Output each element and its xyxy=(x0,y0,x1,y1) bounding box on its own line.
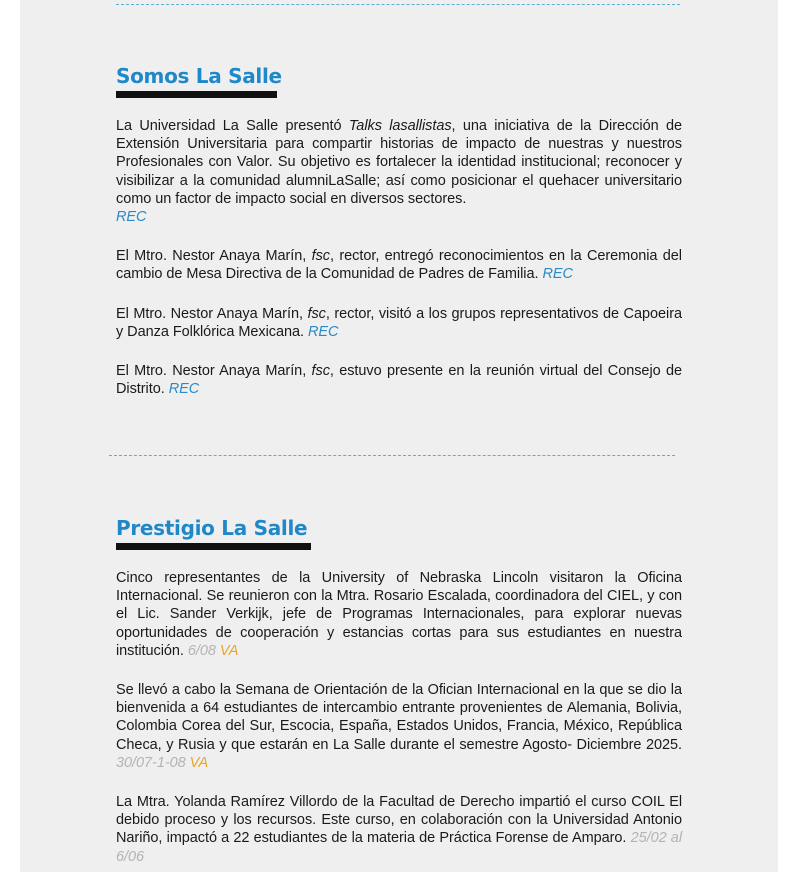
source-tag: VA xyxy=(189,754,209,771)
item-emphasis: Talks lasallistas xyxy=(348,118,452,134)
item-text: , una iniciativa de la Dirección de Extensión Universitaria para compartir historias de impacto de nuestras y nuestros Profesionales con Valor. Su objetivo es fortalecer la identidad institucional; reconocer y visibilizar a la comunidad alumniLaSalle; así como posicionar el quehacer universitario como un factor de impacto social en diversos sectores. xyxy=(116,118,682,207)
item-text: El Mtro. Nestor Anaya Marín, xyxy=(116,363,312,380)
item-text: El Mtro. Nestor Anaya Marín, xyxy=(116,248,312,265)
item-emphasis: fsc xyxy=(311,363,330,380)
news-item xyxy=(116,247,682,283)
item-text: La Mtra. Yolanda Ramírez Villordo de la Facultad de Derecho impartió el curso COIL El debido proceso y los recursos. Este curso, en colaboración con la Universidad Antonio Nariño, impactó a 22 estudiantes de la materia de Práctica Forense de Amparo. xyxy=(116,794,682,847)
section-title: Prestigio La Salle xyxy=(116,516,308,540)
news-item xyxy=(116,793,682,866)
item-text: , rector, entregó reconocimientos en la Ceremonia del cambio de Mesa Directiva de la Comunidad de Padres de Familia. xyxy=(116,248,682,283)
section-prestigio-la-salle xyxy=(116,516,682,866)
item-text: , estuvo presente en la reunión virtual del Consejo de Distrito. xyxy=(116,363,682,398)
ref-tag: REC xyxy=(116,209,147,226)
item-text: La Universidad La Salle presentó xyxy=(116,118,349,134)
newsletter-page xyxy=(20,0,778,872)
item-text: , rector, visitó a los grupos representativos de Capoeira y Danza Folklórica Mexicana. xyxy=(116,305,683,340)
title-underline xyxy=(116,543,311,550)
source-tag: VA xyxy=(219,642,239,659)
date-stamp: 25/02 al 6/06 xyxy=(116,830,682,865)
ref-tag: REC xyxy=(307,323,339,340)
news-item xyxy=(116,362,682,398)
top-divider xyxy=(116,4,680,5)
section-divider xyxy=(109,455,675,456)
date-stamp: 30/07-1-08 xyxy=(116,754,186,771)
news-item xyxy=(116,681,682,772)
title-underline xyxy=(116,91,277,98)
ref-tag: REC xyxy=(542,266,573,283)
news-item xyxy=(116,117,682,226)
news-item xyxy=(116,305,682,341)
item-emphasis: fsc xyxy=(311,248,331,265)
item-text: Cinco representantes de la University of Nebraska Lincoln visitaron la Oficina Internacional. Se reunieron con la Mtra. Rosario Escalada, coordinadora del CIEL, y con el Lic. Sander Verkijk, jefe de Programas Internacionales, para explorar nuevas oportunidades de cooperación y estancias cortas para sus estudiantes en nuestra institución. xyxy=(116,570,682,659)
ref-tag: REC xyxy=(168,381,200,398)
section-somos-la-salle xyxy=(116,64,682,398)
item-text: Se llevó a cabo la Semana de Orientación de la Ofician Internacional en la que se dio la bienvenida a 64 estudiantes de intercambio entrante provenientes de Alemania, Bolivia, Colombia Corea del Sur, Escocia, España, Estados Unidos, Francia, México, República Checa, y Rusia y que estarán en La Salle durante el semestre Agosto- Diciembre 2025. xyxy=(116,682,682,753)
section-title: Somos La Salle xyxy=(116,64,282,88)
item-text: El Mtro. Nestor Anaya Marín, xyxy=(116,305,308,322)
item-emphasis: fsc xyxy=(307,305,326,322)
news-item xyxy=(116,569,682,660)
date-stamp: 6/08 xyxy=(187,642,216,659)
